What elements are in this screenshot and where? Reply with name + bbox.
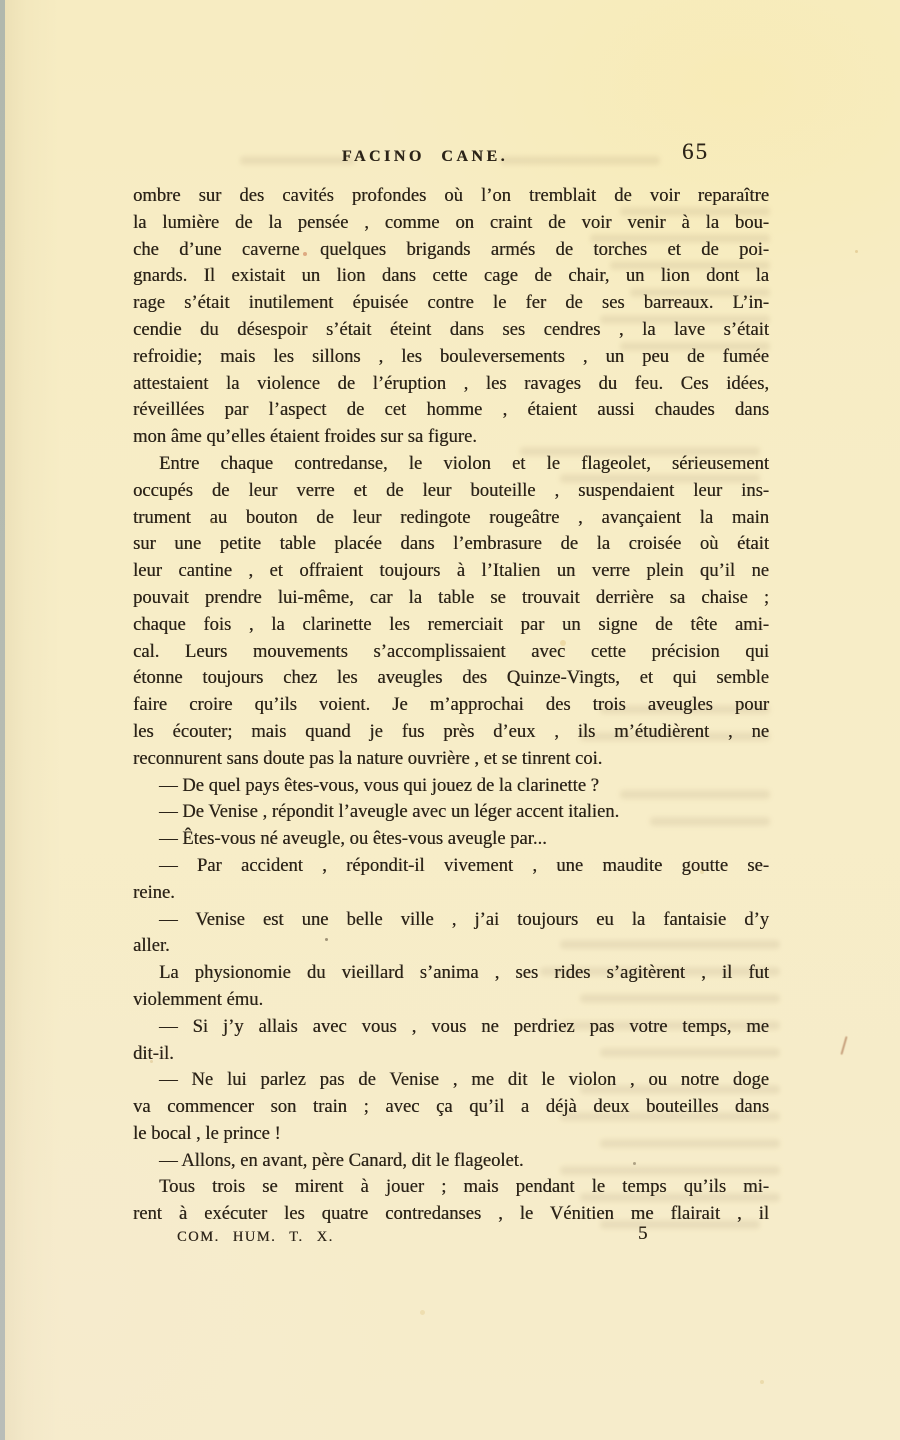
foxing-speck xyxy=(760,1380,764,1384)
running-title: FACINO CANE. xyxy=(341,148,509,165)
text-line: trument au bouton de leur redingote rougeâtre , avançaient la main xyxy=(133,506,769,528)
text-line: rage s’était inutilement épuisée contre le fer de ses barreaux. L’in- xyxy=(133,292,769,314)
text-line: faire croire qu’ils voient. Je m’approchai des trois aveugles pour xyxy=(133,694,769,716)
foxing-speck xyxy=(700,870,704,874)
body-text xyxy=(133,183,769,1228)
foxing-speck xyxy=(303,252,307,256)
text-line: — Venise est une belle ville , j’ai toujours eu la fantaisie d’y xyxy=(159,908,769,930)
text-line: occupés de leur verre et de leur bouteille , suspendaient leur ins- xyxy=(133,479,769,501)
text-line: sur une petite table placée dans l’embrasure de la croisée où était xyxy=(133,533,769,555)
text-line: la lumière de la pensée , comme on craint de voir venir à la bou- xyxy=(133,211,769,233)
text-line: attestaient la violence de l’éruption , les ravages du feu. Ces idées, xyxy=(133,372,769,394)
text-line: le bocal , le prince ! xyxy=(133,1122,281,1144)
text-line: reine. xyxy=(133,881,175,903)
scan-edge-strip xyxy=(0,0,5,1440)
text-line: — De quel pays êtes-vous, vous qui jouez de la clarinette ? xyxy=(159,774,599,796)
text-line: refroidie; mais les sillons , les bouleversements , un peu de fumée xyxy=(133,345,769,367)
foxing-speck xyxy=(210,520,214,524)
text-line: — De Venise , répondit l’aveugle avec un léger accent italien. xyxy=(159,801,620,823)
text-line: cal. Leurs mouvements s’accomplissaient avec cette précision qui xyxy=(133,640,769,662)
text-line: — Ne lui parlez pas de Venise , me dit le violon , ou notre doge xyxy=(159,1069,769,1091)
text-line: aller. xyxy=(133,935,170,957)
sheet-number: 5 xyxy=(638,1223,648,1244)
text-line: gnards. Il existait un lion dans cette cage de chair, un lion dont la xyxy=(133,265,769,287)
text-line: dit-il. xyxy=(133,1042,174,1064)
text-line: va commencer son train ; avec ça qu’il a déjà deux bouteilles dans xyxy=(133,1096,769,1118)
foxing-speck xyxy=(150,1060,153,1063)
stray-ink-mark xyxy=(840,1036,847,1055)
text-line: pouvait prendre lui-même, car la table se trouvait derrière sa chaise ; xyxy=(133,586,769,608)
text-line: reconnurent sans doute pas la nature ouvrière , et se tinrent coi. xyxy=(133,747,603,769)
text-line: réveillées par l’aspect de cet homme , étaient aussi chaudes dans xyxy=(133,399,769,421)
foxing-speck xyxy=(420,1310,425,1315)
text-line: leur cantine , et offraient toujours à l’Italien un verre plein qu’il ne xyxy=(133,560,769,582)
foxing-speck xyxy=(855,250,858,253)
text-line: ombre sur des cavités profondes où l’on tremblait de voir reparaître xyxy=(133,185,769,206)
text-line: étonne toujours chez les aveugles des Quinze-Vingts, et qui semble xyxy=(133,667,769,689)
printer-signature: COM. HUM. T. X. xyxy=(177,1229,334,1245)
foxing-speck xyxy=(560,640,566,646)
text-line: cendie du désespoir s’était éteint dans ses cendres , la lave s’était xyxy=(133,318,769,340)
text-line: Tous trois se mirent à jouer ; mais pendant le temps qu’ils mi- xyxy=(159,1176,769,1198)
text-line: violemment ému. xyxy=(133,988,264,1010)
text-line: rent à exécuter les quatre contredanses , le Vénitien me flairait , il xyxy=(133,1203,769,1225)
page-number: 65 xyxy=(682,139,709,164)
text-line: — Si j’y allais avec vous , vous ne perdriez pas votre temps, me xyxy=(159,1015,769,1037)
foxing-speck xyxy=(633,1162,636,1165)
text-line: Entre chaque contredanse, le violon et le flageolet, sérieusement xyxy=(159,452,769,474)
foxing-speck xyxy=(325,938,328,941)
text-line: — Par accident , répondit-il vivement , une maudite goutte se- xyxy=(159,854,769,876)
text-line: — Allons, en avant, père Canard, dit le flageolet. xyxy=(159,1149,524,1171)
text-line: che d’une caverne quelques brigands armés de torches et de poi- xyxy=(133,238,769,260)
text-line: — Êtes-vous né aveugle, ou êtes-vous aveugle par... xyxy=(159,828,547,850)
text-line: La physionomie du vieillard s’anima , ses rides s’agitèrent , il fut xyxy=(159,962,769,984)
text-line: mon âme qu’elles étaient froides sur sa figure. xyxy=(133,426,477,448)
text-line: les écouter; mais quand je fus près d’eux , ils m’étudièrent , ne xyxy=(133,720,769,742)
text-line: chaque fois , la clarinette les remerciait par un signe de tête ami- xyxy=(133,613,769,635)
